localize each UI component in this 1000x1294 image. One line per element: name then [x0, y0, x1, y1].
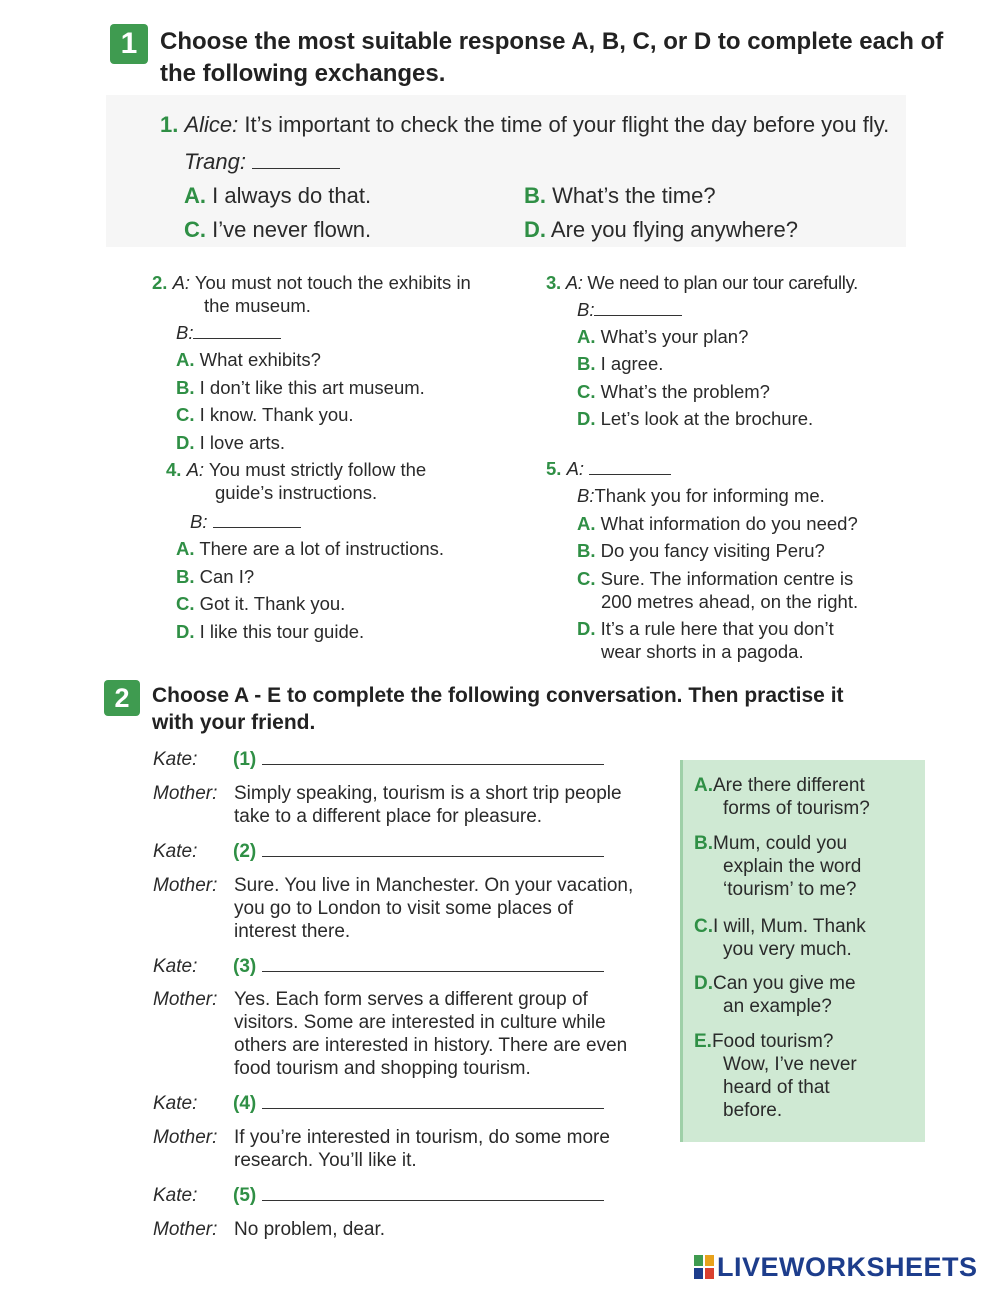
choice-e[interactable]: [694, 1030, 857, 1122]
option-letter: D.: [577, 408, 596, 429]
choice-c[interactable]: [694, 915, 866, 961]
speaker-label: Trang:: [184, 149, 246, 174]
question-4: [166, 458, 426, 481]
answer-blank[interactable]: [262, 1108, 604, 1109]
option-letter: A.: [577, 326, 596, 347]
exercise-title-line: Choose the most suitable response A, B, C, or D to complete each of: [160, 28, 944, 55]
choice-text: forms of tourism?: [723, 798, 870, 819]
dialogue-line: [153, 782, 673, 828]
choice-text: heard of that: [723, 1077, 830, 1098]
dialogue-line: [153, 1184, 604, 1207]
gap-number: (5): [233, 1185, 257, 1206]
speaker-label: Mother:: [153, 1219, 218, 1240]
option-text: Do you fancy visiting Peru?: [600, 540, 825, 561]
option-letter: A.: [176, 538, 195, 559]
choice-d[interactable]: [694, 972, 856, 1018]
option-a[interactable]: [176, 537, 444, 560]
answer-line: [577, 298, 682, 321]
exercise-title: [160, 26, 943, 90]
option-d[interactable]: [524, 217, 798, 243]
option-c[interactable]: [184, 217, 371, 243]
speaker-label: A:: [566, 458, 585, 479]
exercise-title-line: the following exchanges.: [160, 60, 446, 87]
question-5: [546, 457, 671, 480]
choice-text: ‘tourism’ to me?: [723, 879, 857, 900]
speaker-label: Kate:: [153, 749, 198, 770]
answer-blank[interactable]: [262, 764, 604, 765]
question-number: 5.: [546, 458, 562, 479]
option-letter: A.: [184, 183, 206, 208]
speaker-label: Kate:: [153, 841, 198, 862]
dialogue-text: Sure. You live in Manchester. On your vacation,: [234, 875, 634, 896]
dialogue-text: interest there.: [234, 921, 351, 942]
gap-number: (3): [233, 956, 257, 977]
option-text: What exhibits?: [199, 349, 321, 370]
speaker-label: B:: [176, 322, 194, 343]
dialogue-text: If you’re interested in tourism, do some more: [234, 1127, 610, 1148]
speaker-label: A:: [565, 272, 583, 293]
option-letter: B.: [577, 353, 596, 374]
dialogue-line: [153, 1218, 385, 1241]
dialogue-line: [153, 1092, 604, 1115]
option-d[interactable]: [577, 407, 813, 430]
answer-line: [190, 510, 301, 533]
gap-number: (2): [233, 841, 257, 862]
speaker-label: Kate:: [153, 1093, 198, 1114]
dialogue-text: Yes. Each form serves a different group of: [234, 989, 588, 1010]
exercise-number-badge: 2: [104, 680, 140, 716]
dialogue-line: [153, 988, 673, 1080]
choice-text: explain the word: [723, 856, 862, 877]
dialogue-text: visitors. Some are interested in culture while: [234, 1012, 606, 1033]
choice-text: an example?: [723, 996, 832, 1017]
exercise-title-line: Choose A - E to complete the following conversation. Then practise it: [152, 684, 844, 707]
dialogue-text: food tourism and shopping tourism.: [234, 1058, 531, 1079]
speaker-label: Mother:: [153, 1127, 218, 1148]
option-text: What’s the problem?: [600, 381, 770, 402]
option-c[interactable]: [577, 567, 907, 613]
option-a[interactable]: [176, 348, 321, 371]
option-b[interactable]: [577, 352, 663, 375]
question-number: 2.: [152, 272, 168, 293]
option-text: Can I?: [199, 566, 255, 587]
speaker-label: Kate:: [153, 1185, 198, 1206]
speaker-label: Mother:: [153, 875, 218, 896]
option-letter: B.: [176, 566, 195, 587]
question-line: We need to plan our tour carefully.: [587, 272, 859, 293]
dialogue-line: [153, 1126, 673, 1172]
option-text: I don’t like this art museum.: [199, 377, 425, 398]
choice-a[interactable]: [694, 774, 870, 820]
question-text: Thank you for informing me.: [594, 485, 825, 506]
answer-line: [176, 321, 281, 344]
dialogue-text: others are interested in history. There are even: [234, 1035, 628, 1056]
option-d[interactable]: [577, 617, 907, 663]
option-letter: C.: [176, 404, 195, 425]
question-3: [546, 271, 858, 294]
option-letter: B.: [577, 540, 596, 561]
speaker-label: Kate:: [153, 956, 198, 977]
answer-blank[interactable]: [213, 527, 301, 528]
option-letter: C.: [694, 916, 713, 937]
option-d[interactable]: [176, 431, 285, 454]
gap-number: (1): [233, 749, 257, 770]
option-text: What’s the time?: [552, 183, 716, 208]
option-text: Are you flying anywhere?: [550, 217, 798, 242]
choice-text: Mum, could you: [713, 833, 848, 854]
option-b[interactable]: [176, 565, 254, 588]
option-letter: D.: [577, 618, 596, 639]
question-line: It’s important to check the time of your flight the day before you fly.: [244, 112, 890, 137]
gap-number: (4): [233, 1093, 257, 1114]
question-1: [160, 112, 920, 138]
choice-text: Are there different: [713, 775, 865, 796]
question-number: 1.: [160, 112, 179, 137]
answer-blank[interactable]: [262, 856, 604, 857]
answer-blank[interactable]: [589, 474, 671, 475]
option-letter: B.: [694, 833, 713, 854]
choice-text: Wow, I’ve never: [723, 1054, 857, 1075]
option-text: I agree.: [600, 353, 664, 374]
option-letter: B.: [176, 377, 195, 398]
question-line: You must not touch the exhibits in: [194, 272, 471, 293]
answer-blank[interactable]: [252, 168, 340, 169]
choice-text: you very much.: [723, 939, 852, 960]
dialogue-text: No problem, dear.: [234, 1219, 386, 1240]
option-d[interactable]: [176, 620, 364, 643]
question-line: [577, 484, 825, 507]
answer-blank[interactable]: [193, 338, 281, 339]
choice-text: before.: [723, 1100, 783, 1121]
option-a[interactable]: [577, 512, 858, 535]
option-text: 200 metres ahead, on the right.: [601, 591, 859, 612]
speaker-label: B:: [577, 485, 595, 506]
dialogue-line: [153, 748, 604, 771]
option-text: Sure. The information centre is: [600, 568, 854, 589]
option-b[interactable]: [577, 539, 825, 562]
option-letter: C.: [184, 217, 206, 242]
speaker-label: Alice:: [184, 112, 239, 137]
option-c[interactable]: [577, 380, 770, 403]
dialogue-text: you go to London to visit some places of: [234, 898, 574, 919]
speaker-label: A:: [172, 272, 191, 293]
question-line: You must strictly follow the: [208, 459, 427, 480]
option-text: wear shorts in a pagoda.: [601, 641, 804, 662]
question-2: [152, 271, 471, 294]
option-letter: C.: [176, 593, 195, 614]
option-letter: E.: [694, 1031, 712, 1052]
speaker-label: Mother:: [153, 989, 218, 1010]
option-letter: D.: [524, 217, 546, 242]
question-number: 4.: [166, 459, 182, 480]
exercise-title: [152, 682, 844, 736]
answer-blank[interactable]: [594, 315, 682, 316]
logo-text: LIVEWORKSHEETS: [717, 1252, 978, 1282]
choice-text: Can you give me: [713, 973, 856, 994]
option-text: I always do that.: [212, 183, 372, 208]
option-letter: D.: [694, 973, 713, 994]
dialogue-text: Simply speaking, tourism is a short trip people: [234, 783, 622, 804]
speaker-label: B:: [577, 299, 595, 320]
answer-line: [184, 149, 340, 175]
dialogue-line: [153, 955, 604, 978]
choice-b[interactable]: [694, 832, 861, 901]
option-c[interactable]: [176, 403, 354, 426]
option-letter: D.: [176, 432, 195, 453]
option-text: What information do you need?: [600, 513, 858, 534]
dialogue-text: research. You’ll like it.: [234, 1150, 417, 1171]
option-text: Let’s look at the brochure.: [600, 408, 814, 429]
answer-blank[interactable]: [262, 971, 604, 972]
dialogue-line: [153, 840, 604, 863]
option-text: I’ve never flown.: [212, 217, 372, 242]
option-b[interactable]: [176, 376, 425, 399]
option-letter: C.: [577, 381, 596, 402]
question-number: 3.: [546, 272, 561, 293]
logo-grid-icon: [694, 1255, 714, 1279]
question-line: the museum.: [204, 295, 311, 316]
exercise-number-badge: 1: [110, 24, 148, 64]
option-text: What’s your plan?: [600, 326, 749, 347]
option-text: There are a lot of instructions.: [199, 538, 445, 559]
option-a[interactable]: [577, 325, 748, 348]
option-text: Got it. Thank you.: [199, 593, 346, 614]
option-letter: B.: [524, 183, 546, 208]
exercise-title-line: with your friend.: [152, 711, 316, 734]
option-letter: A.: [176, 349, 195, 370]
option-text: I love arts.: [199, 432, 285, 453]
option-text: It’s a rule here that you don’t: [600, 618, 834, 639]
choice-text: I will, Mum. Thank: [713, 916, 866, 937]
dialogue-line: [153, 874, 673, 943]
answer-blank[interactable]: [262, 1200, 604, 1201]
option-text: I like this tour guide.: [199, 621, 365, 642]
choice-text: Food tourism?: [711, 1031, 834, 1052]
option-letter: A.: [577, 513, 596, 534]
speaker-label: Mother:: [153, 783, 218, 804]
speaker-label: B:: [190, 511, 208, 532]
dialogue-text: take to a different place for pleasure.: [234, 806, 543, 827]
option-letter: C.: [577, 568, 596, 589]
option-c[interactable]: [176, 592, 345, 615]
question-line: guide’s instructions.: [215, 482, 378, 503]
option-a[interactable]: [184, 183, 371, 209]
option-b[interactable]: [524, 183, 716, 209]
liveworksheets-logo[interactable]: [694, 1252, 978, 1283]
option-letter: A.: [694, 775, 713, 796]
option-text: I know. Thank you.: [199, 404, 354, 425]
speaker-label: A:: [186, 459, 205, 480]
option-letter: D.: [176, 621, 195, 642]
